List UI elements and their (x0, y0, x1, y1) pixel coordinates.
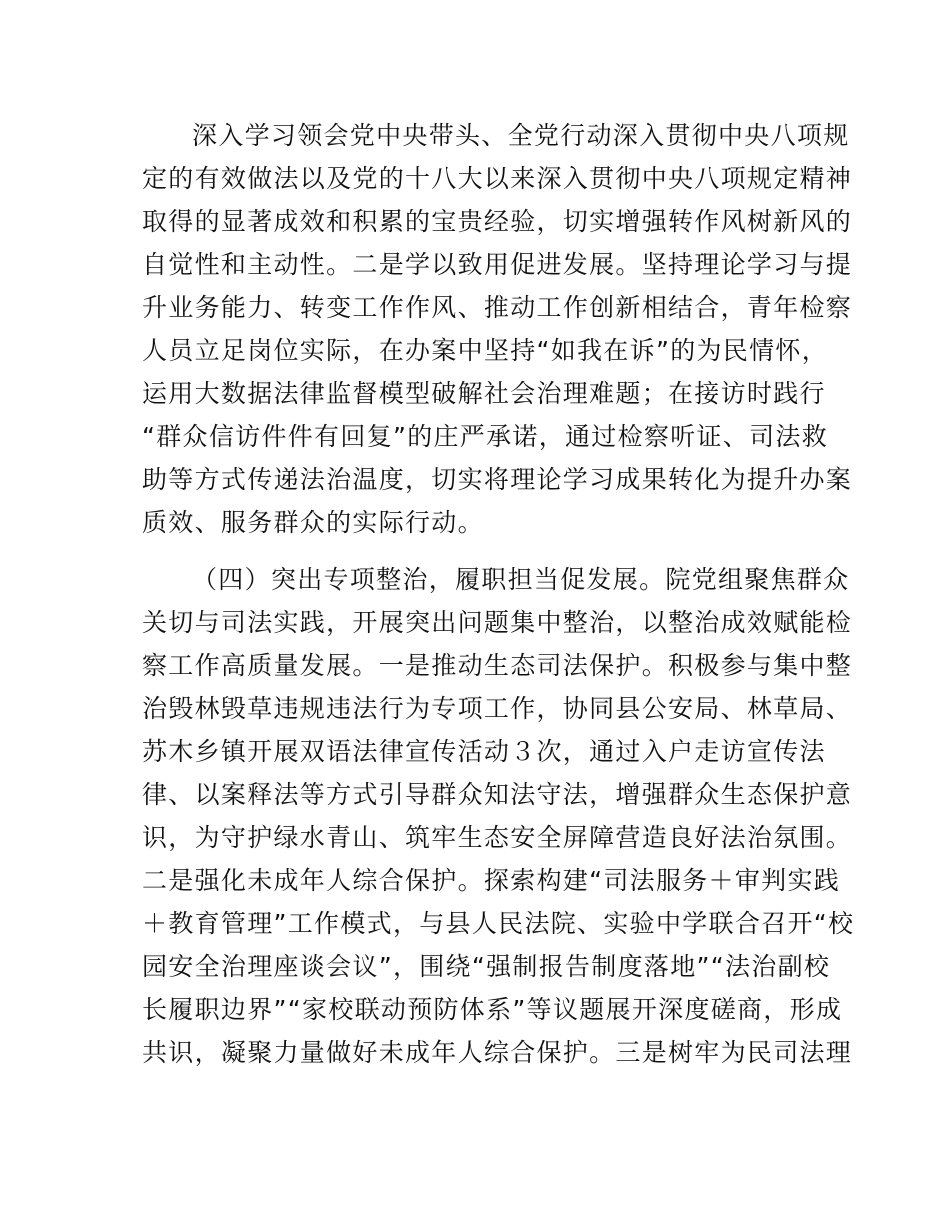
text-line: 二是强化未成年人综合保护。探索构建“司法服务＋审判实践 (142, 866, 841, 895)
text-line: “群众信访件件有回复”的庄严承诺，通过检察听证、司法救 (142, 422, 829, 451)
text-line: 人员立足岗位实际，在办案中坚持“如我在诉”的为民情怀， (142, 336, 829, 365)
text-line: 定的有效做法以及党的十八大以来深入贯彻中央八项规定精神 (142, 164, 853, 193)
text-line: 自觉性和主动性。二是学以致用促进发展。坚持理论学习与提 (142, 250, 853, 279)
text-line: 园安全治理座谈会议”，围绕“强制报告制度落地”“法治副校 (142, 952, 831, 981)
text-line: 察工作高质量发展。一是推动生态司法保护。积极参与集中整 (142, 651, 853, 680)
text-line: （四）突出专项整治，履职担当促发展。院党组聚焦群众 (192, 565, 850, 594)
text-line: 识，为守护绿水青山、筑牢生态安全屏障营造良好法治氛围。 (142, 823, 853, 852)
text-line: 运用大数据法律监督模型破解社会治理难题；在接访时践行 (142, 379, 826, 408)
text-line: ＋教育管理”工作模式，与县人民法院、实验中学联合召开“校 (142, 909, 855, 938)
text-line: 苏木乡镇开展双语法律宣传活动３次，通过入户走访宣传法 (142, 737, 826, 766)
text-line: 质效、服务群众的实际行动。 (142, 508, 484, 537)
text-line: 升业务能力、转变工作作风、推动工作创新相结合，青年检察 (142, 293, 853, 322)
text-line: 共识，凝聚力量做好未成年人综合保护。三是树牢为民司法理 (142, 1038, 853, 1067)
text-line: 深入学习领会党中央带头、全党行动深入贯彻中央八项规 (192, 121, 850, 150)
text-line: 长履职边界”“家校联动预防体系”等议题展开深度磋商，形成 (142, 995, 843, 1024)
text-line: 助等方式传递法治温度，切实将理论学习成果转化为提升办案 (142, 465, 853, 494)
text-line: 治毁林毁草违规违法行为专项工作，协同县公安局、林草局、 (142, 694, 853, 723)
text-line: 取得的显著成效和积累的宝贵经验，切实增强转作风树新风的 (142, 207, 853, 236)
text-line: 关切与司法实践，开展突出问题集中整治，以整治成效赋能检 (142, 608, 853, 637)
text-line: 律、以案释法等方式引导群众知法守法，增强群众生态保护意 (142, 780, 853, 809)
